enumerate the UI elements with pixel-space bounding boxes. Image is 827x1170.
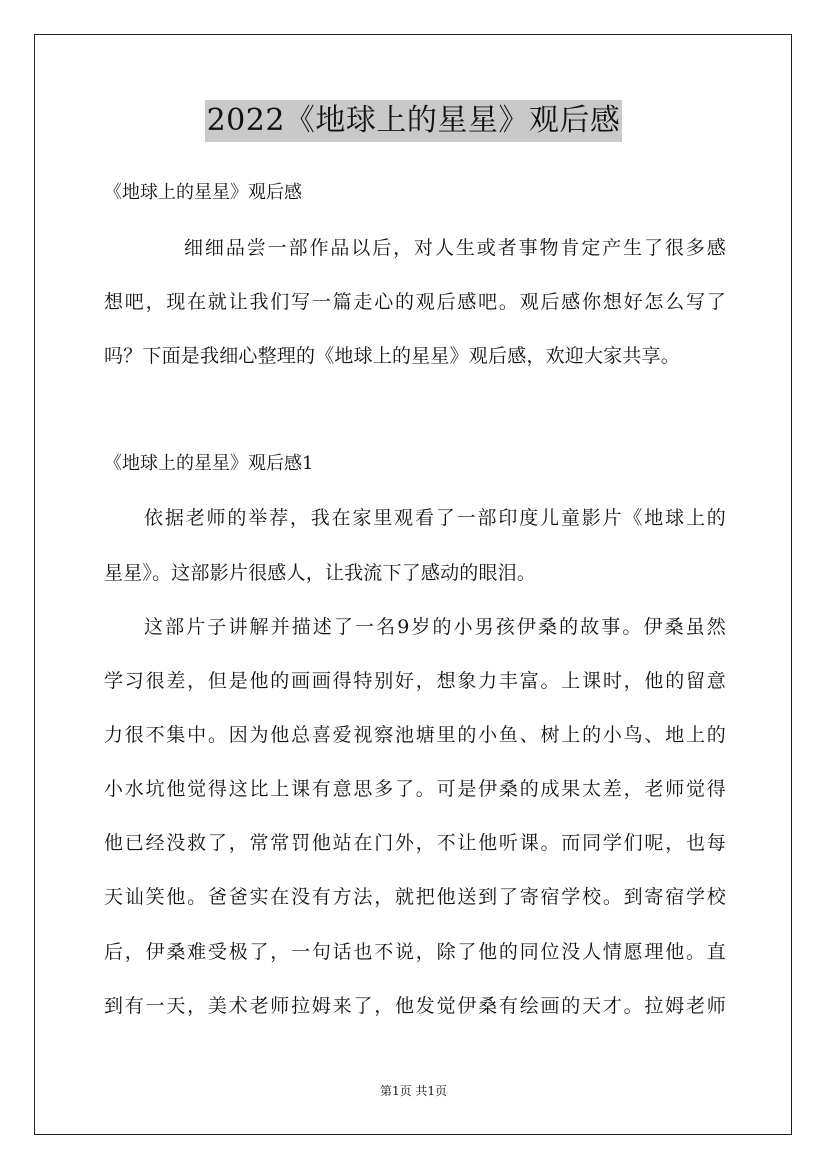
para2-line-5: 他已经没救了，常常罚他站在门外，不让他听课。而同学们呢，也每 [104,832,726,854]
intro-line-1: 细细品尝一部作品以后，对人生或者事物肯定产生了很多感 [184,237,726,259]
intro-line-2: 想吧，现在就让我们写一篇走心的观后感吧。观后感你想好怎么写了 [104,291,726,313]
para2-line-8: 到有一天，美术老师拉姆来了，他发觉伊桑有绘画的天才。拉姆老师 [104,995,726,1017]
intro-line-3: 吗？下面是我细心整理的《地球上的星星》观后感，欢迎大家共享。 [104,345,681,367]
page-footer: 第1页 共1页 [379,1084,448,1098]
section-heading: 《地球上的星星》观后感1 [104,453,314,474]
para2-line-1: 这部片子讲解并描述了一名9岁的小男孩伊桑的故事。伊桑虽然 [144,616,726,638]
para2-line-3: 力很不集中。因为他总喜爱视察池塘里的小鱼、树上的小鸟、地上的 [104,724,726,746]
para2-line-2: 学习很差，但是他的画画得特别好，想象力丰富。上课时，他的留意 [104,670,726,692]
document-title: 2022《地球上的星星》观后感 [205,100,623,142]
title-container [0,100,827,142]
para1-line-2: 星星》。这部影片很感人，让我流下了感动的眼泪。 [104,562,537,584]
para2-line-7: 后，伊桑难受极了，一句话也不说，除了他的同位没人情愿理他。直 [104,941,726,963]
para1-line-1: 依据老师的举荐，我在家里观看了一部印度儿童影片《地球上的 [144,507,726,529]
document-subtitle: 《地球上的星星》观后感 [104,182,302,203]
para2-line-6: 天讪笑他。爸爸实在没有方法，就把他送到了寄宿学校。到寄宿学校 [104,886,726,908]
para2-line-4: 小水坑他觉得这比上课有意思多了。可是伊桑的成果太差，老师觉得 [104,778,726,800]
